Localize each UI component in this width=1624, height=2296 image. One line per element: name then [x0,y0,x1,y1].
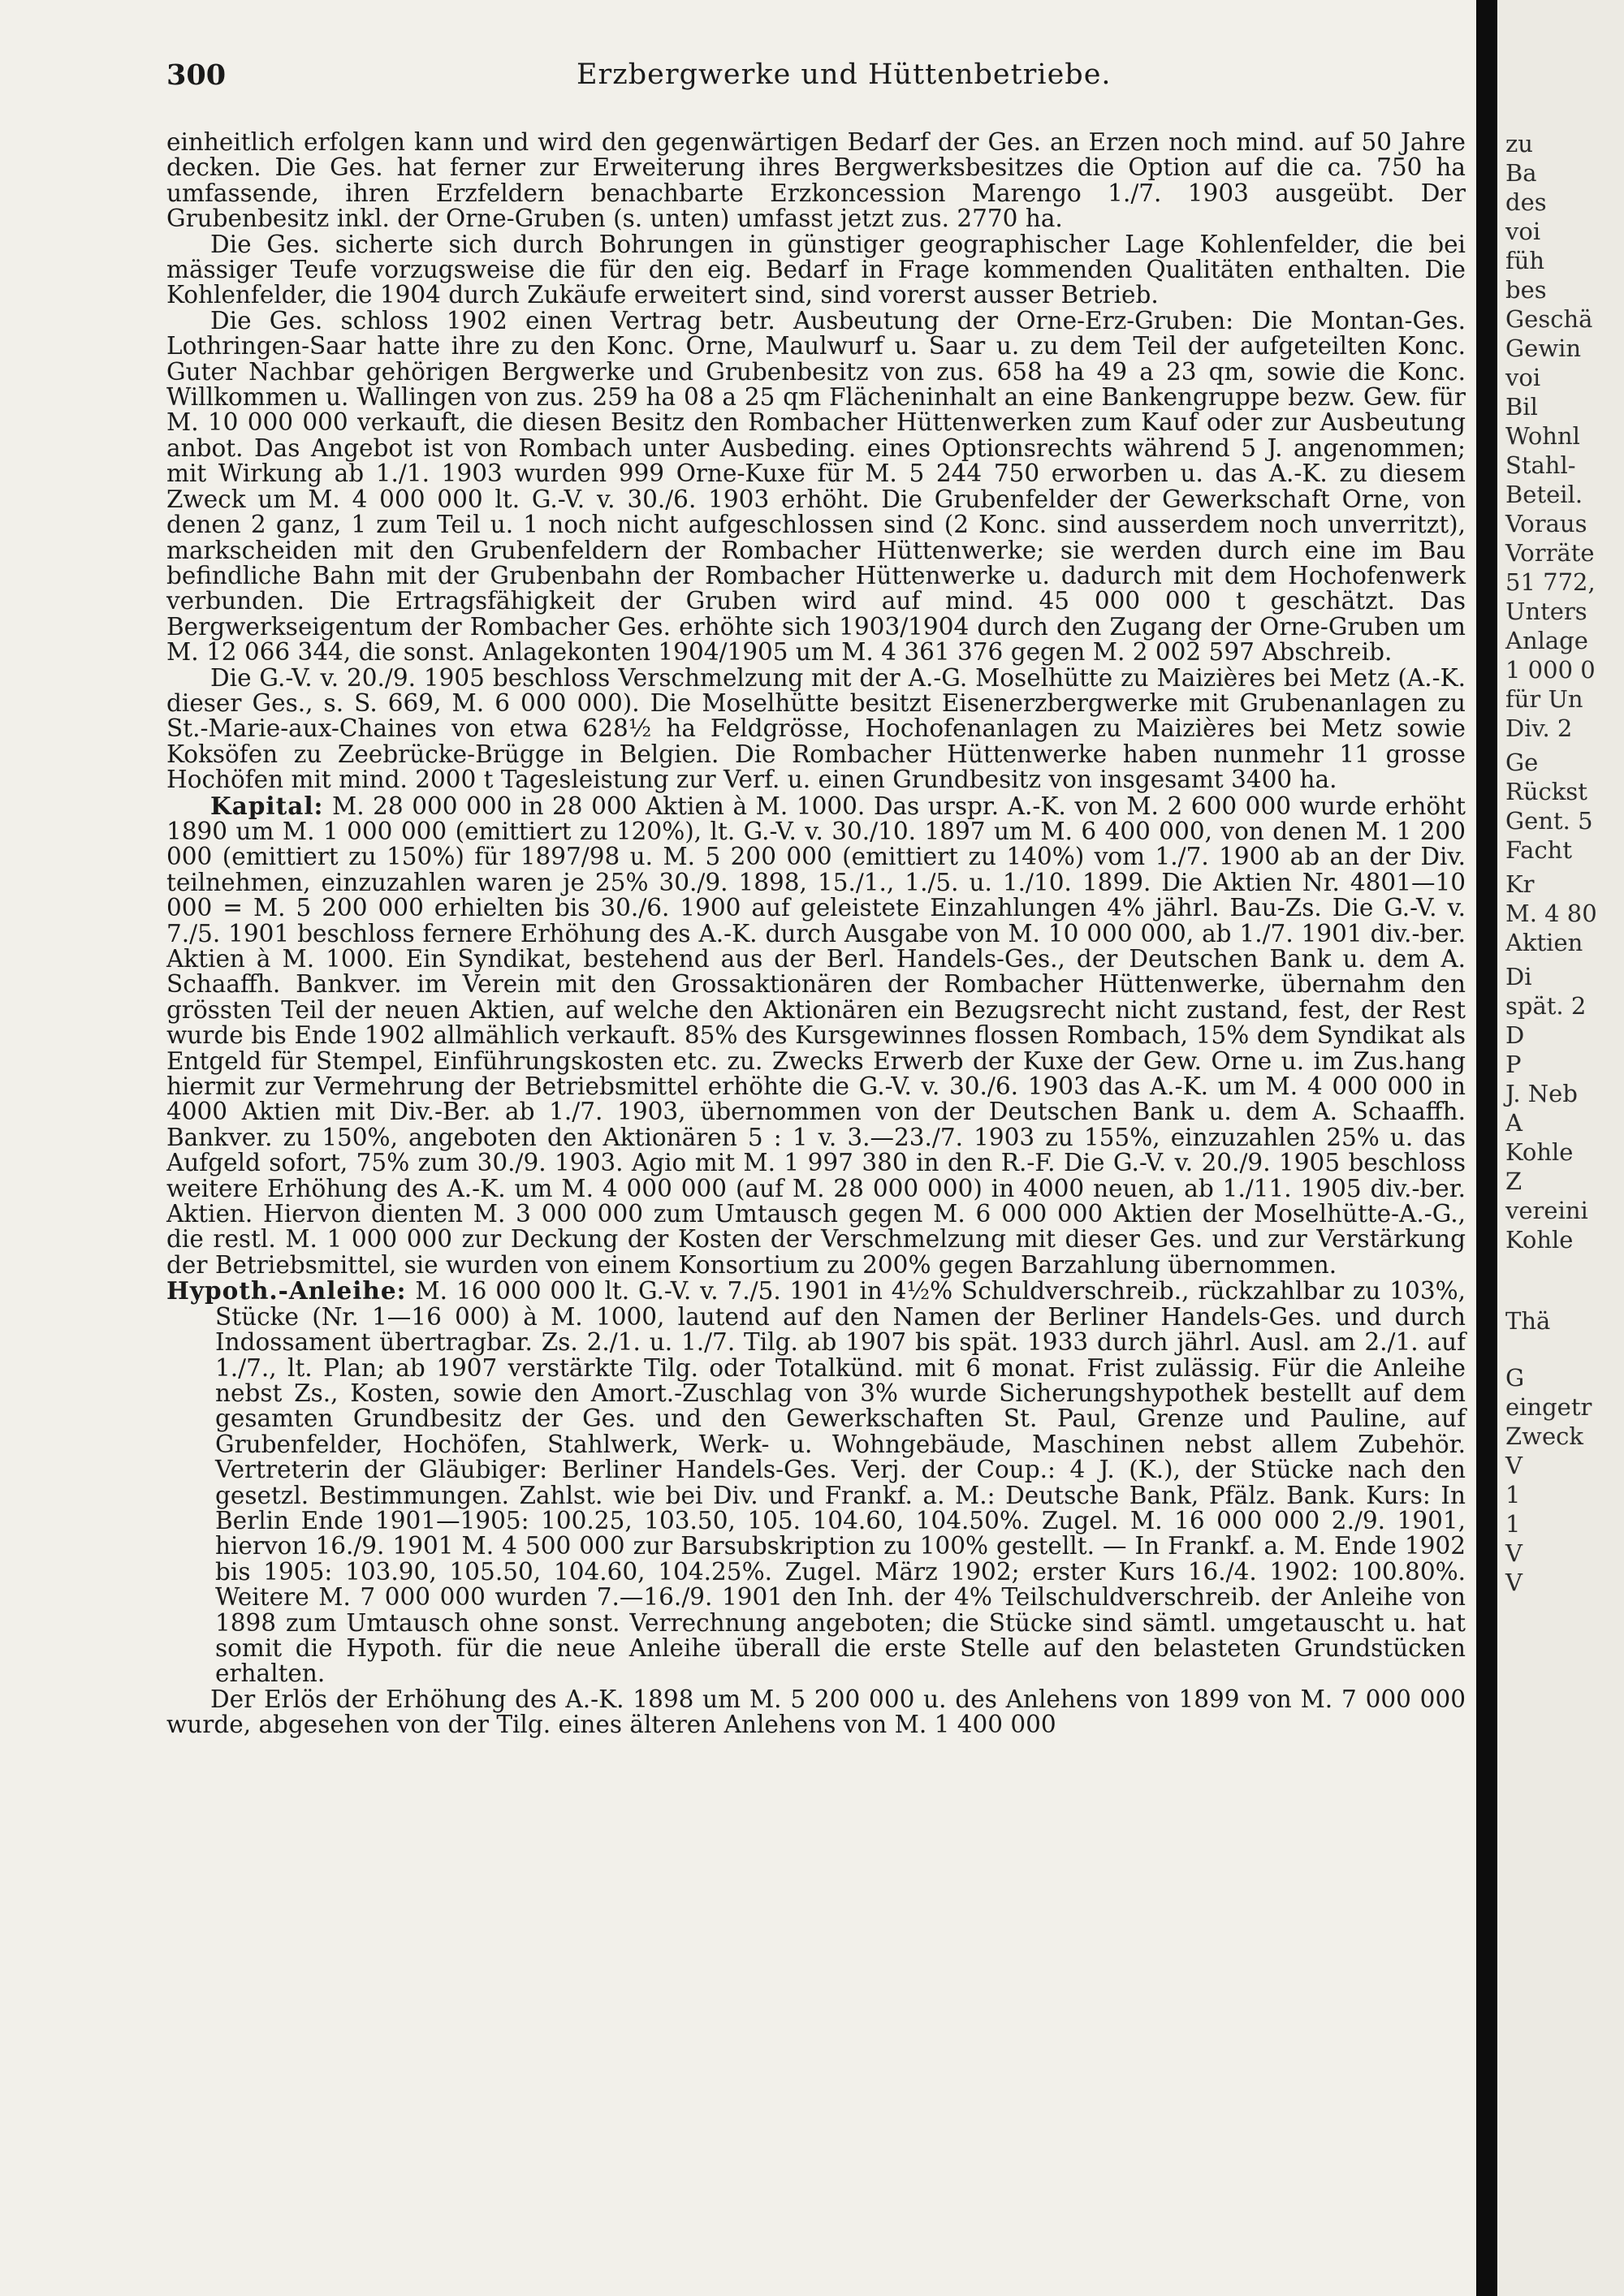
adjacent-page-fragment: Aktien [1505,929,1583,956]
section-kapital [166,793,1466,1279]
adjacent-page-fragment: Stahl- [1505,451,1576,479]
adjacent-page-fragment: Ba [1505,159,1537,187]
adjacent-page-fragment: Facht [1505,836,1573,864]
adjacent-page-fragment: M. 4 80 [1505,900,1597,927]
paragraph-ore-reserves: einheitlich erfolgen kann und wird den gegenwärtigen Bedarf der Ges. an Erzen noch mind. auf 50 Jahre decken. Die Ges. hat ferner zur Erweiterung ihres Bergwerksbesitzes die Option auf die ca. 750 ha umfassende, ihren Erzfeldern benachbarte Erzkoncession Marengo 1./7. 1903 ausgeübt. Der Grubenbesitz inkl. der Orne-Gruben (s. unten) umfasst jetzt zus. 2770 ha. [166,128,1466,233]
hypoth-text: M. 16 000 000 lt. G.-V. v. 7./5. 1901 in 4½% Schuldverschreib., rückzahlbar zu 103%, Stücke (Nr. 1—16 000) à M. 1000, lautend auf den Namen der Berliner Handels-Ges. und durch Indossament übertragbar. Zs. 2./1. u. 1./7. Tilg. ab 1907 bis spät. 1933 durch jährl. Ausl. am 2./1. auf 1./7., lt. Plan; ab 1907 verstärkte Tilg. oder Totalkünd. mit 6 monat. Frist zulässig. Für die Anleihe nebst Zs., Kosten, sowie den Amort.-Zuschlag von 3% wurde Sicherungshypothek bestellt auf dem gesamten Grundbesitz der Ges. und den Gewerkschaften St. Paul, Grenze und Pauline, auf Grubenfelder, Hochöfen, Stahlwerk, Werk- u. Wohngebäude, Maschinen nebst allem Zubehör. Vertreterin der Gläubiger: Berliner Handels-Ges. Verj. der Coup.: 4 J. (K.), der Stücke nach den gesetzl. Bestimmungen. Zahlst. wie bei Div. und Frankf. a. M.: Deutsche Bank, Pfälz. Bank. Kurs: In Berlin Ende 1901—1905: 100.25, 103.50, 105. 104.60, 104.50%. Zugel. M. 16 000 000 2./9. 1901, hiervon 16./9. 1901 M. 4 500 000 zur Barsubskription zu 100% gestellt. — In Frankf. a. M. Ende 1902 bis 1905: 103.90, 105.50, 104.60, 104.25%. Zugel. März 1902; erster Kurs 16./4. 1902: 100.80%. Weitere M. 7 000 000 wurden 7.—16./9. 1901 den Inh. der 4% Teilschuldverschreib. der Anleihe von 1898 zum Umtausch ohne sonst. Verrechnung angeboten; die Stücke sind sämtl. umgetauscht u. hat somit die Hypoth. für die neue Anleihe überall die erste Stelle auf den belasteten Grundstücken erhalten. [215,1277,1466,1688]
page-header [166,50,1466,99]
adjacent-page-fragment: voi [1505,364,1541,391]
adjacent-page-fragment: Ge [1505,749,1539,776]
paragraph-erloes: Der Erlös der Erhöhung des A.-K. 1898 um M. 5 200 000 u. des Anlehens von 1899 von M. 7 000 000 wurde, abgesehen von der Tilg. eines älteren Anlehens von M. 1 400 000 [166,1685,1466,1739]
adjacent-page-fragment: A [1505,1109,1522,1137]
adjacent-page-fragment: Wohnl [1505,422,1580,450]
adjacent-page-fragment: Rückst [1505,778,1587,805]
adjacent-page-fragment: Di [1505,963,1532,990]
adjacent-page-fragment: V [1505,1539,1522,1567]
adjacent-page-fragment: P [1505,1051,1522,1078]
adjacent-page-fragment: bes [1505,276,1547,304]
adjacent-page-fragment: vereini [1505,1197,1588,1224]
adjacent-page-fragment: 1 [1505,1481,1521,1508]
adjacent-page-fragment: V [1505,1569,1522,1596]
adjacent-page-fragment: Vorräte [1505,539,1595,567]
adjacent-page-fragment: 51 772, [1505,568,1596,596]
adjacent-page-fragment: Gewin [1505,334,1582,362]
adjacent-page-fragment: 1 000 0 [1505,656,1596,684]
adjacent-page-fragment: Geschä [1505,305,1593,333]
adjacent-page-fragment: füh [1505,247,1545,274]
adjacent-page-fragment: Thä [1505,1307,1551,1335]
adjacent-page-fragment: spät. 2 [1505,992,1587,1020]
adjacent-page-fragment: Beteil. [1505,481,1583,508]
kapital-text: M. 28 000 000 in 28 000 Aktien à M. 1000. Das urspr. A.-K. von M. 2 600 000 wurde erhöht 1890 um M. 1 000 000 (emittiert zu 120%), lt. G.-V. v. 30./10. 1897 um M. 6 400 000, von denen M. 1 200 000 (emittiert zu 150%) für 1897/98 u. M. 5 200 000 (emittiert zu 140%) vom 1./7. 1900 ab an der Div. teilnehmen, einzuzahlen waren je 25% 30./9. 1898, 15./1., 1./5. u. 1./10. 1899. Die Aktien Nr. 4801—10 000 = M. 5 200 000 erhielten bis 30./6. 1900 auf geleistete Einzahlungen 4% jährl. Bau-Zs. Die G.-V. v. 7./5. 1901 beschloss fernere Erhöhung des A.-K. durch Ausgabe von M. 10 000 000, ab 1./7. 1901 div.-ber. Aktien à M. 1000. Ein Syndikat, bestehend aus der Berl. Handels-Ges., der Deutschen Bank u. dem A. Schaaffh. Bankver. im Verein mit den Grossaktionären der Rombacher Hüttenwerke, übernahm den grössten Teil der neuen Aktien, auf welche den Aktionären ein Bezugsrecht nicht zustand, fest, der Rest wurde bis Ende 1902 allmählich verkauft. 85% des Kursgewinnes flossen Rombach, 15% dem Syndikat als Entgeld für Stempel, Einführungskosten etc. zu. Zwecks Erwerb der Kuxe der Gew. Orne u. im Zus.hang hiermit zur Vermehrung der Betriebsmittel erhöhte die G.-V. v. 30./6. 1903 das A.-K. um M. 4 000 000 in 4000 Aktien mit Div.-Ber. ab 1./7. 1903, übernommen von der Deutschen Bank u. dem A. Schaaffh. Bankver. zu 150%, angeboten den Aktionären 5 : 1 v. 3.—23./7. 1903 zu 155%, einzuzahlen 25% u. das Aufgeld sofort, 75% zum 30./9. 1903. Agio mit M. 1 997 380 in den R.-F. Die G.-V. v. 20./9. 1905 beschloss weitere Erhöhung des A.-K. um M. 4 000 000 (auf M. 28 000 000) in 4000 neuen, ab 1./11. 1905 div.-ber. Aktien. Hiervon dienten M. 3 000 000 zum Umtausch gegen M. 6 000 000 Aktien der Moselhütte-A.-G., die restl. M. 1 000 000 zur Deckung der Kosten der Verschmelzung mit dieser Ges. und zur Verstärkung der Betriebsmittel, sie wurden von einem Konsortium zu 200% gegen Barzahlung übernommen. [166,792,1466,1279]
adjacent-page-strip [1497,0,1624,2296]
hypoth-label: Hypoth.-Anleihe: [166,1276,407,1306]
adjacent-page-fragment: Z [1505,1167,1522,1195]
adjacent-page-fragment: Kohle [1505,1226,1574,1254]
adjacent-page-fragment: voi [1505,218,1541,245]
adjacent-page-fragment: des [1505,188,1547,216]
adjacent-page-fragment: D [1505,1021,1525,1049]
adjacent-page-fragment: für Un [1505,685,1583,713]
adjacent-page-fragment: J. Neb [1505,1080,1578,1107]
adjacent-page-fragment: zu [1505,130,1533,158]
adjacent-page-fragment: Anlage [1505,627,1588,654]
adjacent-page-fragment: V [1505,1452,1522,1479]
adjacent-page-fragment: Kr [1505,870,1535,898]
paragraph-coal-fields: Die Ges. sicherte sich durch Bohrungen in günstiger geographischer Lage Kohlenfelder, die bei mässiger Teufe vorzugsweise die für den eig. Bedarf in Frage kommenden Qualitäten enthalten. Die Kohlenfelder, die 1904 durch Zukäufe erweitert sind, sind vorerst ausser Betrieb. [166,230,1466,309]
page-number: 300 [166,58,227,92]
section-hypoth-anleihe [166,1278,1466,1687]
adjacent-page-fragment: Zweck [1505,1422,1583,1450]
adjacent-page-fragment: Voraus [1505,510,1587,537]
adjacent-page-fragment: Bil [1505,393,1538,421]
adjacent-page-fragment: 1 [1505,1510,1521,1538]
adjacent-page-fragment: Kohle [1505,1138,1574,1166]
running-title: Erzbergwerke und Hüttenbetriebe. [577,58,1112,91]
adjacent-page-fragment: Div. 2 [1505,714,1573,742]
adjacent-page-fragment: eingetr [1505,1393,1592,1421]
adjacent-page-fragment: Unters [1505,598,1587,625]
paragraph-orne-contract: Die Ges. schloss 1902 einen Vertrag betr. Ausbeutung der Orne-Erz-Gruben: Die Montan-Ges. Lothringen-Saar hatte ihre zu den Konc. Orne, Maulwurf u. Saar u. zu dem Teil der aufgeteilten Konc. Guter Nachbar gehörigen Bergwerke und Grubenbesitz von zus. 658 ha 49 a 23 qm, sowie die Konc. Willkommen u. Wallingen von zus. 259 ha 08 a 25 qm Flächeninhalt an eine Bankengruppe bezw. Gew. für M. 10 000 000 verkauft, die diesen Besitz den Rombacher Hüttenwerken zum Kauf oder zur Ausbeutung anbot. Das Angebot ist von Rombach unter Ausbeding. eines Optionsrechts während 5 J. angenommen; mit Wirkung ab 1./1. 1903 wurden 999 Orne-Kuxe für M. 5 244 750 erworben u. das A.-K. zu diesem Zweck um M. 4 000 000 lt. G.-V. v. 30./6. 1903 erhöht. Die Grubenfelder der Gewerkschaft Orne, von denen 2 ganz, 1 zum Teil u. 1 noch nicht aufgeschlossen sind (2 Konc. sind ausserdem noch unverritzt), markscheiden mit den Grubenfeldern der Rombacher Hüttenwerke; sie werden durch eine im Bau befindliche Bahn mit der Grubenbahn der Rombacher Hüttenwerke u. dadurch mit dem Hochofenwerk verbunden. Die Ertragsfähigkeit der Gruben wird auf mind. 45 000 000 t geschätzt. Das Bergwerkseigentum der Rombacher Ges. erhöhte sich 1903/1904 durch den Zugang der Orne-Gruben um M. 12 066 344, die sonst. Anlagekonten 1904/1905 um M. 4 361 376 gegen M. 2 002 597 Abschreib. [166,306,1466,667]
body-text [166,130,1466,1738]
adjacent-page-fragment: G [1505,1364,1525,1392]
kapital-label: Kapital: [210,791,324,820]
adjacent-page-fragment: Gent. 5 [1505,807,1593,835]
book-gutter [1476,0,1497,2296]
paragraph-moselhuette-merger: Die G.-V. v. 20./9. 1905 beschloss Verschmelzung mit der A.-G. Moselhütte zu Maizières bei Metz (A.-K. dieser Ges., s. S. 669, M. 6 000 000). Die Moselhütte besitzt Eisenerzbergwerke mit Grubenanlagen zu St.-Marie-aux-Chaines von etwa 628½ ha Feldgrösse, Hochofenanlagen zu Maizières bei Metz sowie Koksöfen zu Zeebrücke-Brügge in Belgien. Die Rombacher Hüttenwerke haben nunmehr 11 grosse Hochöfen mit mind. 2000 t Tagesleistung zur Verf. u. einen Grundbesitz von insgesamt 3400 ha. [166,663,1466,794]
